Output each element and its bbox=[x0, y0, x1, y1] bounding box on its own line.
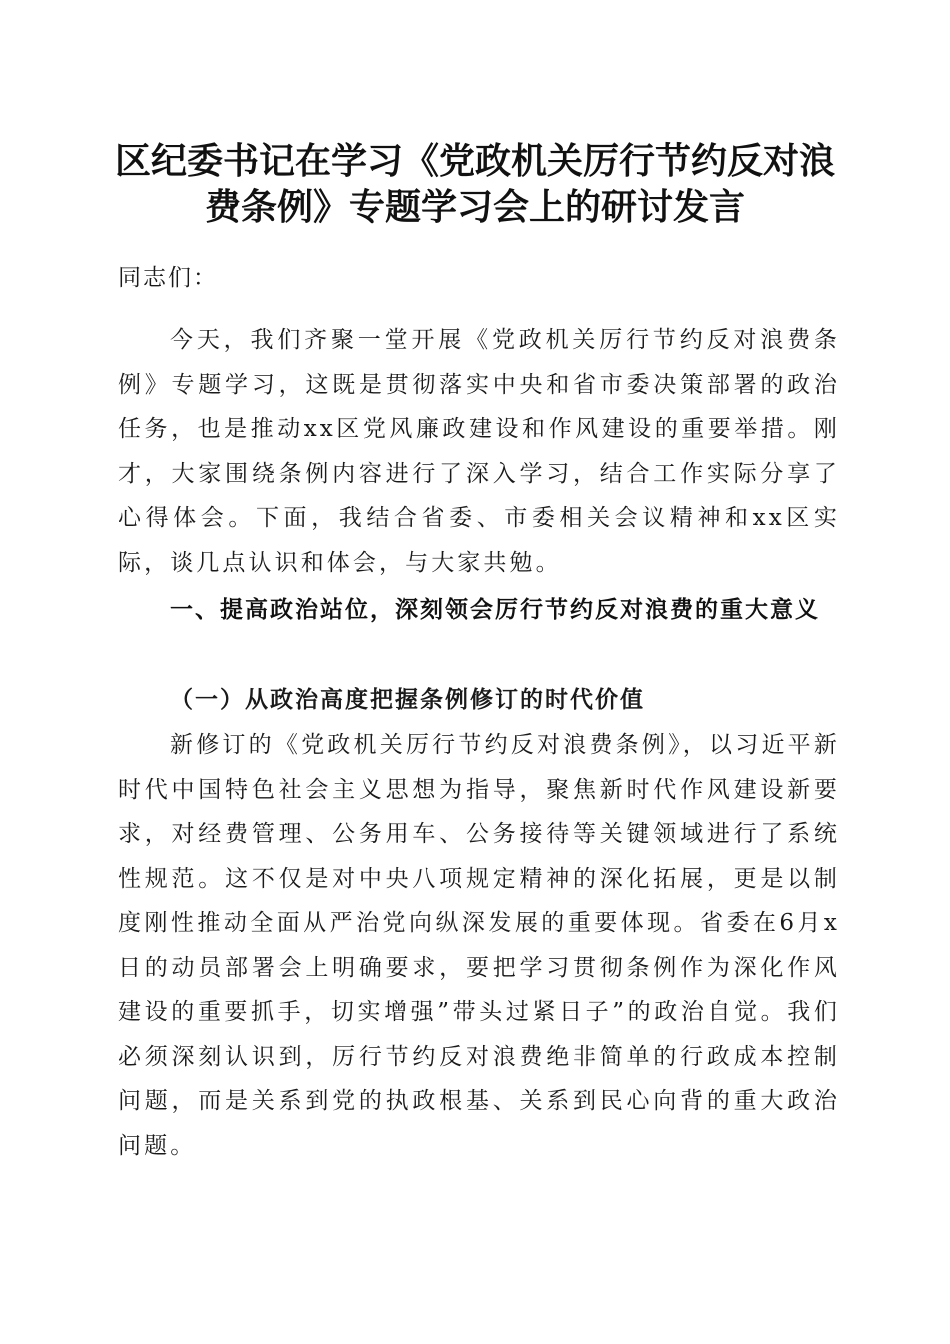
document-title bbox=[100, 138, 850, 230]
title-line-1: 区纪委书记在学习《党政机关厉行节约反对浪 bbox=[114, 140, 835, 182]
subsection-heading-1: （一）从政治高度把握条例修订的时代价值 bbox=[170, 686, 645, 713]
paragraph-section-1: 新修订的《党政机关厉行节约反对浪费条例》，以习近平新时代中国特色社会主义思想为指导，聚焦新时代作风建设新要求，对经费管理、公务用车、公务接待等关键领域进行了系统性规范。这不仅是对中央八项规定精神的深化拓展，更是以制度刚性推动全面从严治党向纵深发展的重要体现。省委在6月x日的动员部署会上明确要求，要把学习贯彻条例作为深化作风建设的重要抓手，切实增强”带头过紧日子”的政治自觉。我们必须深刻认识到，厉行节约反对浪费绝非简单的行政成本控制问题，而是关系到党的执政根基、关系到民心向背的重大政治问题。 bbox=[118, 732, 840, 1159]
salutation: 同志们： bbox=[118, 265, 218, 291]
title-line-2: 费条例》专题学习会上的研讨发言 bbox=[204, 186, 745, 228]
section-heading-1: 一、提高政治站位，深刻领会厉行节约反对浪费的重大意义 bbox=[170, 596, 820, 623]
paragraph-intro: 今天，我们齐聚一堂开展《党政机关厉行节约反对浪费条例》专题学习，这既是贯彻落实中央和省市委决策部署的政治任务，也是推动xx区党风廉政建设和作风建设的重要举措。刚才，大家围绕条例内容进行了深入学习，结合工作实际分享了心得体会。下面，我结合省委、市委相关会议精神和xx区实际，谈几点认识和体会，与大家共勉。 bbox=[118, 327, 840, 576]
